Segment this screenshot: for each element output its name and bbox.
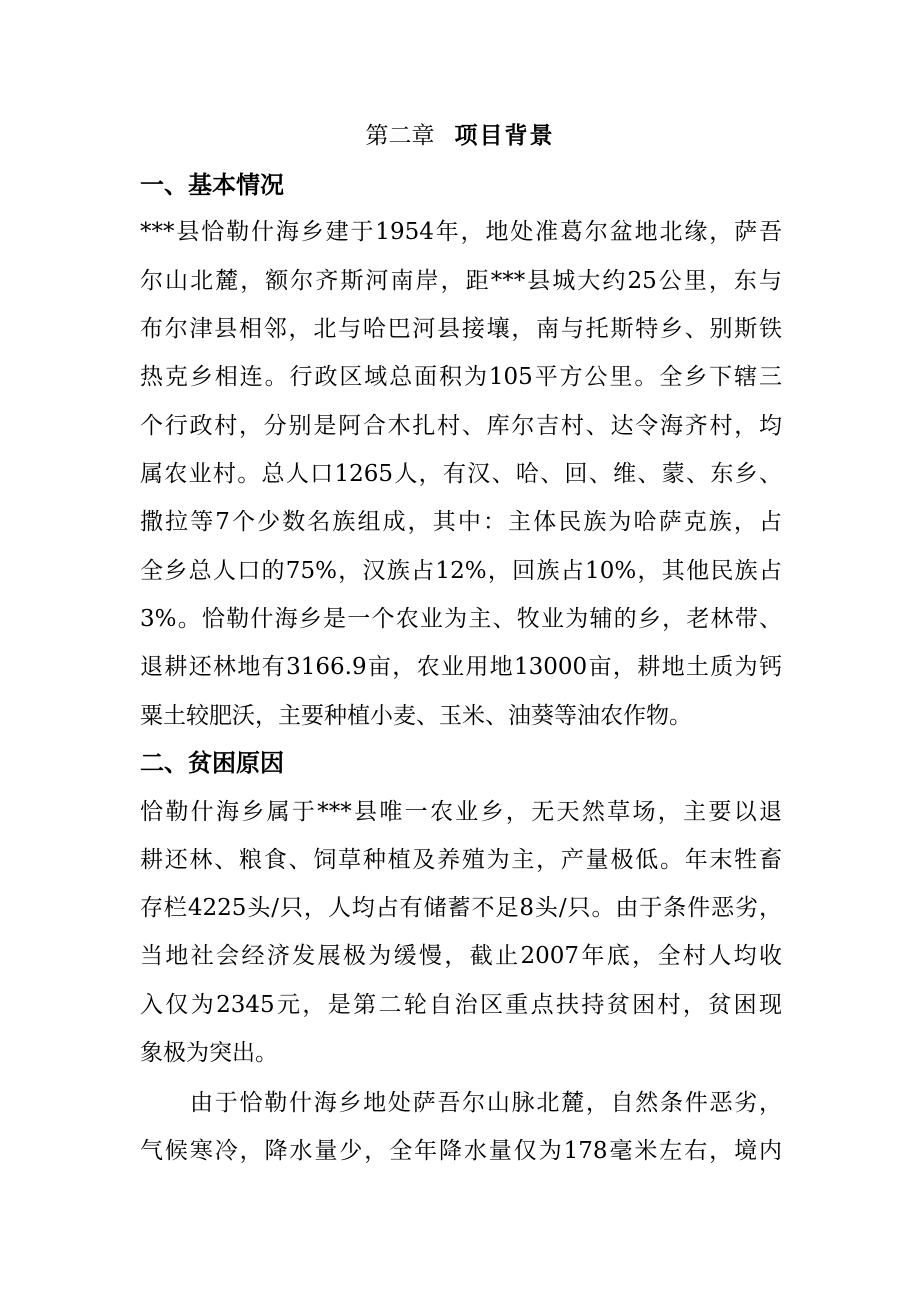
chapter-title bbox=[0, 118, 920, 154]
section-heading-basic-info: 一、基本情况 bbox=[140, 170, 284, 199]
section-heading-poverty-causes: 二、贫困原因 bbox=[140, 748, 284, 777]
paragraph-line: 尔山北麓，额尔齐斯河南岸，距***县城大约25公里，东与 bbox=[140, 268, 782, 294]
paragraph-line: 撒拉等7个少数名族组成，其中：主体民族为哈萨克族，占 bbox=[140, 509, 782, 535]
paragraph-line: 热克乡相连。行政区域总面积为105平方公里。全乡下辖三 bbox=[140, 364, 782, 390]
chapter-number: 第二章 bbox=[365, 123, 435, 149]
paragraph-line: 退耕还林地有3166.9亩，农业用地13000亩，耕地土质为钙 bbox=[140, 654, 782, 680]
paragraph-line: 全乡总人口的75%，汉族占12%，回族占10%，其他民族占 bbox=[140, 558, 782, 584]
paragraph-line: 粟土较肥沃，主要种植小麦、玉米、油葵等油农作物。 bbox=[140, 703, 692, 729]
paragraph-line: 3%。恰勒什海乡是一个农业为主、牧业为辅的乡，老林带、 bbox=[140, 606, 782, 632]
paragraph-line: 象极为突出。 bbox=[140, 1040, 278, 1066]
paragraph-line: 由于恰勒什海乡地处萨吾尔山脉北麓，自然条件恶劣， bbox=[190, 1090, 782, 1116]
paragraph-line: 耕还林、粮食、饲草种植及养殖为主，产量极低。年末牲畜 bbox=[140, 847, 782, 873]
paragraph-line: 入仅为2345元，是第二轮自治区重点扶持贫困村，贫困现 bbox=[140, 992, 782, 1018]
paragraph-line: 当地社会经济发展极为缓慢，截止2007年底，全村人均收 bbox=[140, 943, 782, 969]
paragraph-line: ***县恰勒什海乡建于1954年，地处准葛尔盆地北缘，萨吾 bbox=[140, 219, 782, 245]
chapter-name: 项目背景 bbox=[454, 122, 555, 149]
paragraph-line: 布尔津县相邻，北与哈巴河县接壤，南与托斯特乡、别斯铁 bbox=[140, 316, 782, 342]
paragraph-line: 属农业村。总人口1265人，有汉、哈、回、维、蒙、东乡、 bbox=[140, 461, 782, 487]
paragraph-line: 恰勒什海乡属于***县唯一农业乡，无天然草场，主要以退 bbox=[140, 799, 782, 825]
paragraph-line: 存栏4225头/只，人均占有储蓄不足8头/只。由于条件恶劣， bbox=[140, 895, 782, 921]
paragraph-line: 个行政村，分别是阿合木扎村、库尔吉村、达令海齐村，均 bbox=[140, 413, 782, 439]
paragraph-line: 气候寒冷，降水量少，全年降水量仅为178毫米左右，境内 bbox=[140, 1138, 782, 1164]
